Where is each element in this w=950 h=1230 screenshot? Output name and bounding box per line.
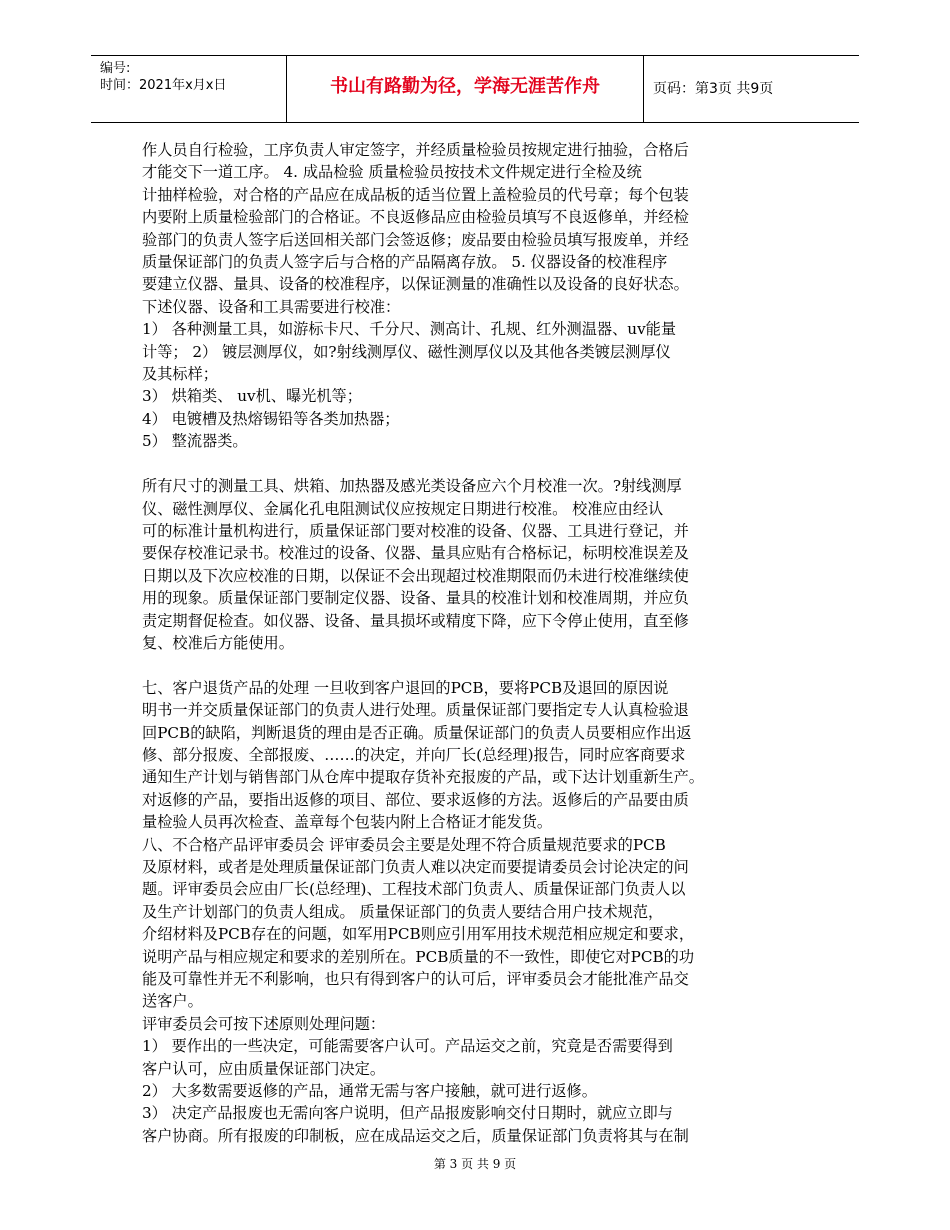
- page-footer: 第 3 页 共 9 页: [433, 1157, 517, 1171]
- body-text-line: 4） 电镀槽及热熔锡铅等各类加热器；: [142, 409, 400, 428]
- body-text-line: 计抽样检验，对合格的产品应在成品板的适当位置上盖检验员的代号章；每个包装: [142, 185, 689, 204]
- body-text-line: 用的现象。质量保证部门要制定仪器、设备、量具的校准计划和校准周期，并应负: [142, 589, 689, 608]
- body-text-line: 通知生产计划与销售部门从仓库中提取存货补充报废的产品，或下达计划重新生产。: [142, 768, 704, 787]
- body-text-line: 复、校准后方能使用。: [142, 633, 294, 652]
- body-text-line: 及原材料，或者是处理质量保证部门负责人难以决定而要提请委员会讨论决定的问: [142, 858, 689, 876]
- header-meta-cell: [91, 56, 287, 122]
- document-body: [142, 139, 822, 1147]
- body-text-line: 计等； 2） 镀层测厚仪，如?射线测厚仪、磁性测厚仪以及其他各类镀层测厚仪: [142, 342, 671, 361]
- body-text-line: 才能交下一道工序。 4. 成品检验 质量检验员按技术文件规定进行全检及统: [142, 163, 642, 182]
- body-text-line: 要建立仪器、量具、设备的校准程序，以保证测量的准确性以及设备的良好状态。: [142, 275, 689, 294]
- document-number-label: 编号:: [100, 61, 131, 76]
- body-text-line: 作人员自行检验，工序负责人审定签字，并经质量检验员按规定进行抽验，合格后: [142, 141, 689, 159]
- body-text-line: [142, 654, 822, 676]
- body-text-line: 责定期督促检查。如仪器、设备、量具损坏或精度下降，应下令停止使用，直至修: [142, 611, 689, 630]
- body-text-line: 1） 要作出的一些决定，可能需要客户认可。产品运交之前，究竟是否需要得到: [142, 1037, 673, 1056]
- body-text-line: 题。评审委员会应由厂长(总经理)、工程技术部门负责人、质量保证部门负责人以: [142, 880, 686, 899]
- header-page-cell: [644, 56, 859, 122]
- body-text-line: 及生产计划部门的负责人组成。 质量保证部门的负责人要结合用户技术规范，: [142, 902, 664, 921]
- body-text-line: 5） 整流器类。: [142, 432, 248, 451]
- body-text-line: 2） 大多数需要返修的产品，通常无需与客户接触，就可进行返修。: [142, 1082, 597, 1101]
- body-text-line: 回PCB的缺陷，判断退货的理由是否正确。质量保证部门的负责人员要相应作出返: [142, 723, 692, 742]
- body-text-line: 3） 烘箱类、 uv机、曝光机等；: [142, 387, 362, 406]
- body-text-line: 量检验人员再次检查、盖章每个包装内附上合格证才能发货。: [142, 813, 553, 832]
- body-text-line: 仪、磁性测厚仪、金属化孔电阻测试仪应按规定日期进行校准。 校准应由经认: [142, 499, 664, 518]
- body-text-line: 质量保证部门的负责人签字后与合格的产品隔离存放。 5. 仪器设备的校准程序: [142, 253, 668, 272]
- header-page-info: 页码：第3页 共9页: [653, 81, 774, 97]
- body-text-line: 八、不合格产品评审委员会 评审委员会主要是处理不符合质量规范要求的PCB: [142, 835, 666, 854]
- page-header: [91, 55, 859, 123]
- body-text-line: 介绍材料及PCB存在的问题，如军用PCB则应引用军用技术规范相应规定和要求，: [142, 925, 695, 944]
- body-text-line: 下述仪器、设备和工具需要进行校准：: [142, 297, 401, 316]
- body-text-line: 可的标准计量机构进行，质量保证部门要对校准的设备、仪器、工具进行登记，并: [142, 521, 689, 540]
- header-motto: 书山有路勤为径，学海无涯苦作舟: [330, 76, 600, 97]
- document-time-label: 时间：2021年x月x日: [100, 78, 227, 93]
- body-text-line: 要保存校准记录书。校准过的设备、仪器、量具应贴有合格标记，标明校准误差及: [142, 544, 689, 563]
- body-text-line: 七、客户退货产品的处理 一旦收到客户退回的PCB，要将PCB及退回的原因说: [142, 678, 669, 697]
- body-text-line: 送客户。: [142, 992, 203, 1011]
- body-text-line: 3） 决定产品报废也无需向客户说明，但产品报废影响交付日期时，就应立即与: [142, 1104, 673, 1123]
- body-text-line: 修、部分报废、全部报废、……的决定，并向厂长(总经理)报告，同时应客商要求: [142, 745, 686, 764]
- body-text-line: 及其标样；: [142, 365, 218, 384]
- header-motto-cell: [287, 56, 644, 122]
- body-text-line: 对返修的产品，要指出返修的项目、部位、要求返修的方法。返修后的产品要由质: [142, 790, 689, 809]
- body-text-line: 客户协商。所有报废的印制板，应在成品运交之后，质量保证部门负责将其与在制: [142, 1126, 689, 1145]
- body-text-line: 所有尺寸的测量工具、烘箱、加热器及感光类设备应六个月校准一次。?射线测厚: [142, 477, 682, 496]
- body-text-line: 1） 各种测量工具，如游标卡尺、千分尺、测高计、孔规、红外测温器、uv能量: [142, 320, 677, 339]
- body-text-line: 评审委员会可按下述原则处理问题：: [142, 1014, 385, 1033]
- body-text-line: 验部门的负责人签字后送回相关部门会签返修；废品要由检验员填写报废单，并经: [142, 230, 689, 249]
- body-text-line: 说明产品与相应规定和要求的差别所在。PCB质量的不一致性，即使它对PCB的功: [142, 947, 695, 966]
- body-text-line: [142, 453, 822, 475]
- body-text-line: 内要附上质量检验部门的合格证。不良返修品应由检验员填写不良返修单，并经检: [142, 208, 689, 227]
- body-text-line: 客户认可，应由质量保证部门决定。: [142, 1059, 385, 1078]
- body-text-line: 日期以及下次应校准的日期，以保证不会出现超过校准期限而仍未进行校准继续使: [142, 566, 689, 585]
- body-text-line: 能及可靠性并无不利影响，也只有得到客户的认可后，评审委员会才能批准产品交: [142, 970, 689, 989]
- body-text-line: 明书一并交质量保证部门的负责人进行处理。质量保证部门要指定专人认真检验退: [142, 701, 689, 720]
